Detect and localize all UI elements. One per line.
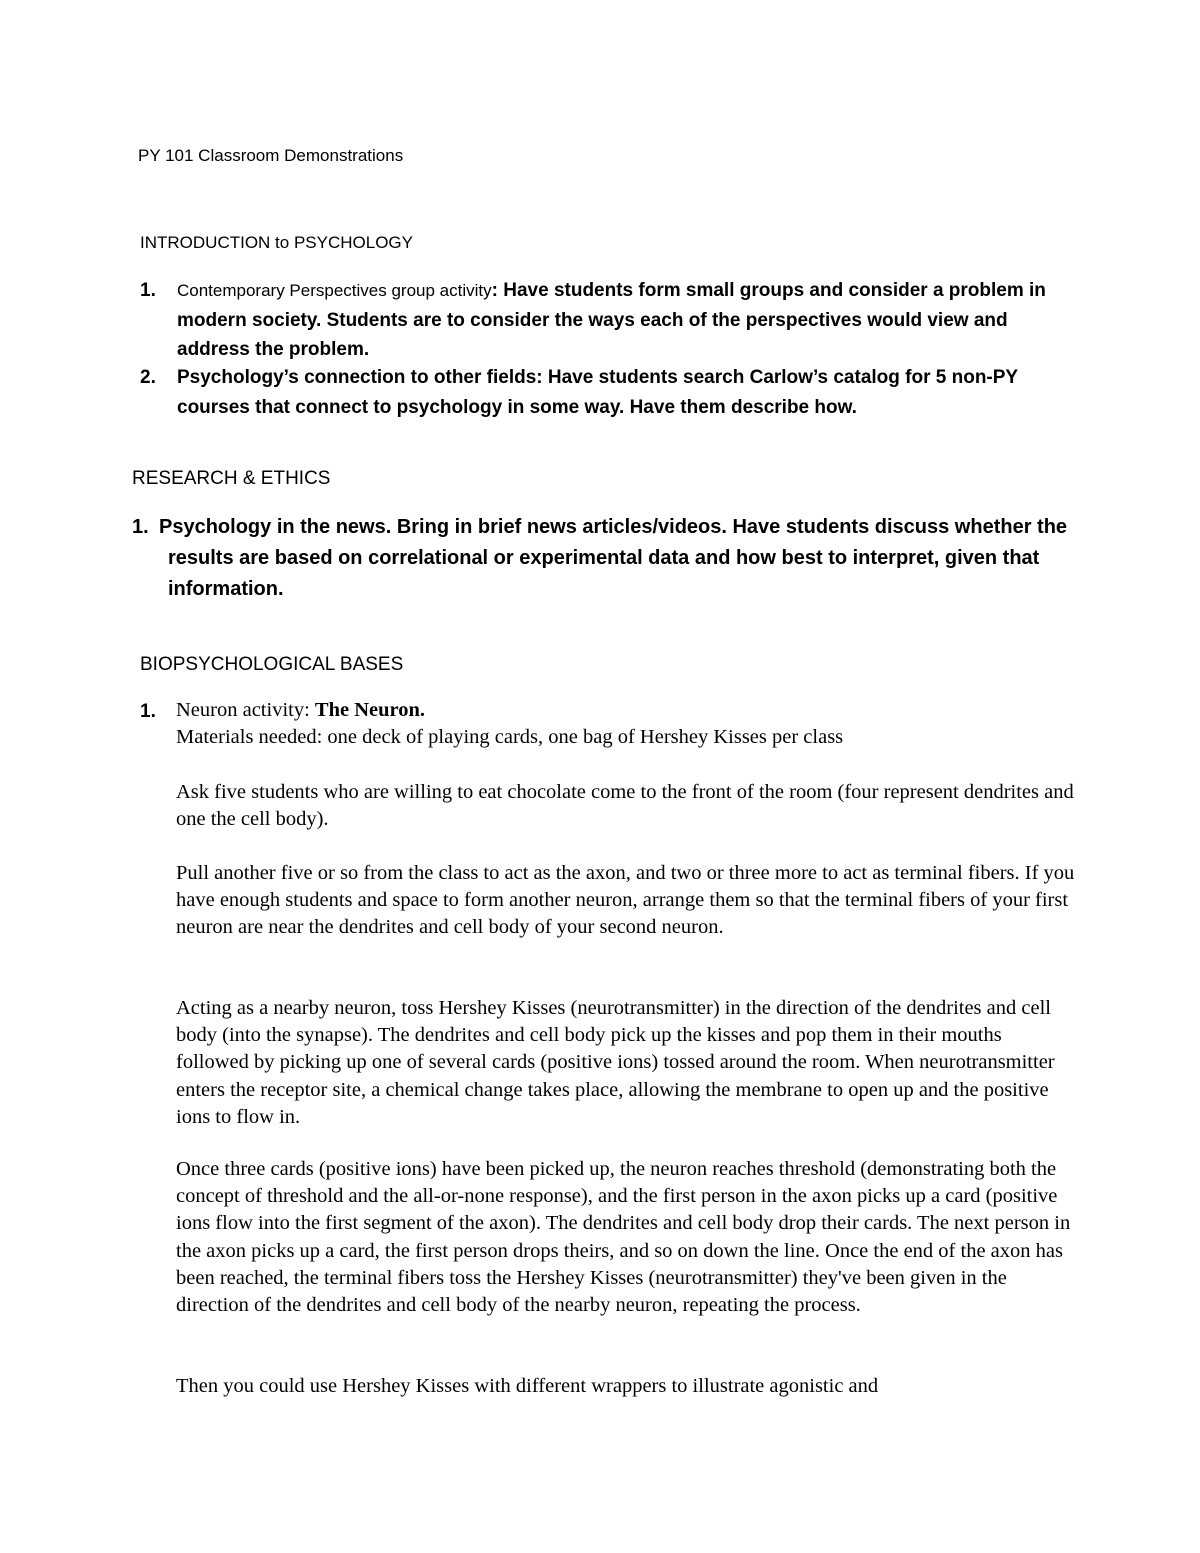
neuron-activity-title: [176, 697, 1076, 724]
list-item-number: 1.: [140, 280, 156, 301]
section-heading-research-ethics: RESEARCH & ETHICS: [132, 468, 331, 489]
neuron-title-prefix: Neuron activity:: [176, 699, 315, 721]
neuron-paragraph: Once three cards (positive ions) have been picked up, the neuron reaches threshold (demonstrating both the concept of threshold and the all-or-none response), and the first person in the axon picks up a card (positive ions flow into the first segment of the axon). The dendrites and cell body drop their cards. The next person in the axon picks up a card, the first person drops theirs, and so on down the line. Once the end of the axon has been reached, the terminal fibers toss the Hershey Kisses (neurotransmitter) they've been given in the direction of the dendrites and cell body of the nearby neuron, repeating the process.: [176, 1158, 1071, 1317]
neuron-paragraph: Pull another five or so from the class to act as the axon, and two or three more to act as terminal fibers. If you have enough students and space to form another neuron, arrange them so that the terminal fibers of your first neuron are near the dendrites and cell body of your second neuron.: [176, 862, 1075, 939]
list-item: [132, 512, 1072, 605]
neuron-paragraph: Ask five students who are willing to eat chocolate come to the front of the room (four represent dendrites and one the cell body).: [176, 781, 1074, 831]
neuron-paragraph: Then you could use Hershey Kisses with different wrappers to illustrate agonistic and: [176, 1375, 879, 1397]
document-title: PY 101 Classroom Demonstrations: [138, 146, 404, 165]
list-item-number: 1.: [140, 701, 156, 722]
list-item-number: 2.: [140, 367, 156, 388]
list-item-number: 1.: [132, 516, 149, 538]
list-item-text: Psychology in the news. Bring in brief news articles/videos. Have students discuss whether the results are based on correlational or experimental data and how best to interpret, given that information.: [159, 516, 1068, 600]
list-item-text: : Have students form small groups and consider a problem in modern society. Students are to consider the ways each of the perspectives would view and address the problem.: [177, 280, 1046, 360]
section-heading-introduction: INTRODUCTION to PSYCHOLOGY: [140, 233, 413, 252]
neuron-paragraph: Acting as a nearby neuron, toss Hershey Kisses (neurotransmitter) in the direction of the dendrites and cell body (into the synapse). The dendrites and cell body pick up the kisses and pop them in their mouths followed by picking up one of several cards (positive ions) tossed around the room. When neurotransmitter enters the receptor site, a chemical change takes place, allowing the membrane to open up and the positive ions to flow in.: [176, 997, 1055, 1128]
list-item-text: Psychology’s connection to other fields: Have students search Carlow’s catalog for 5 non-PY courses that connect to psychology in some way. Have them describe how.: [177, 367, 1018, 418]
neuron-title-bold: The Neuron.: [314, 699, 426, 721]
section-heading-biopsychological-bases: BIOPSYCHOLOGICAL BASES: [140, 654, 404, 675]
materials-needed: Materials needed: one deck of playing cards, one bag of Hershey Kisses per class: [176, 726, 844, 748]
list-item: [140, 363, 1070, 422]
list-item-lead: Contemporary Perspectives group activity: [177, 281, 492, 300]
list-item: [140, 276, 1070, 365]
